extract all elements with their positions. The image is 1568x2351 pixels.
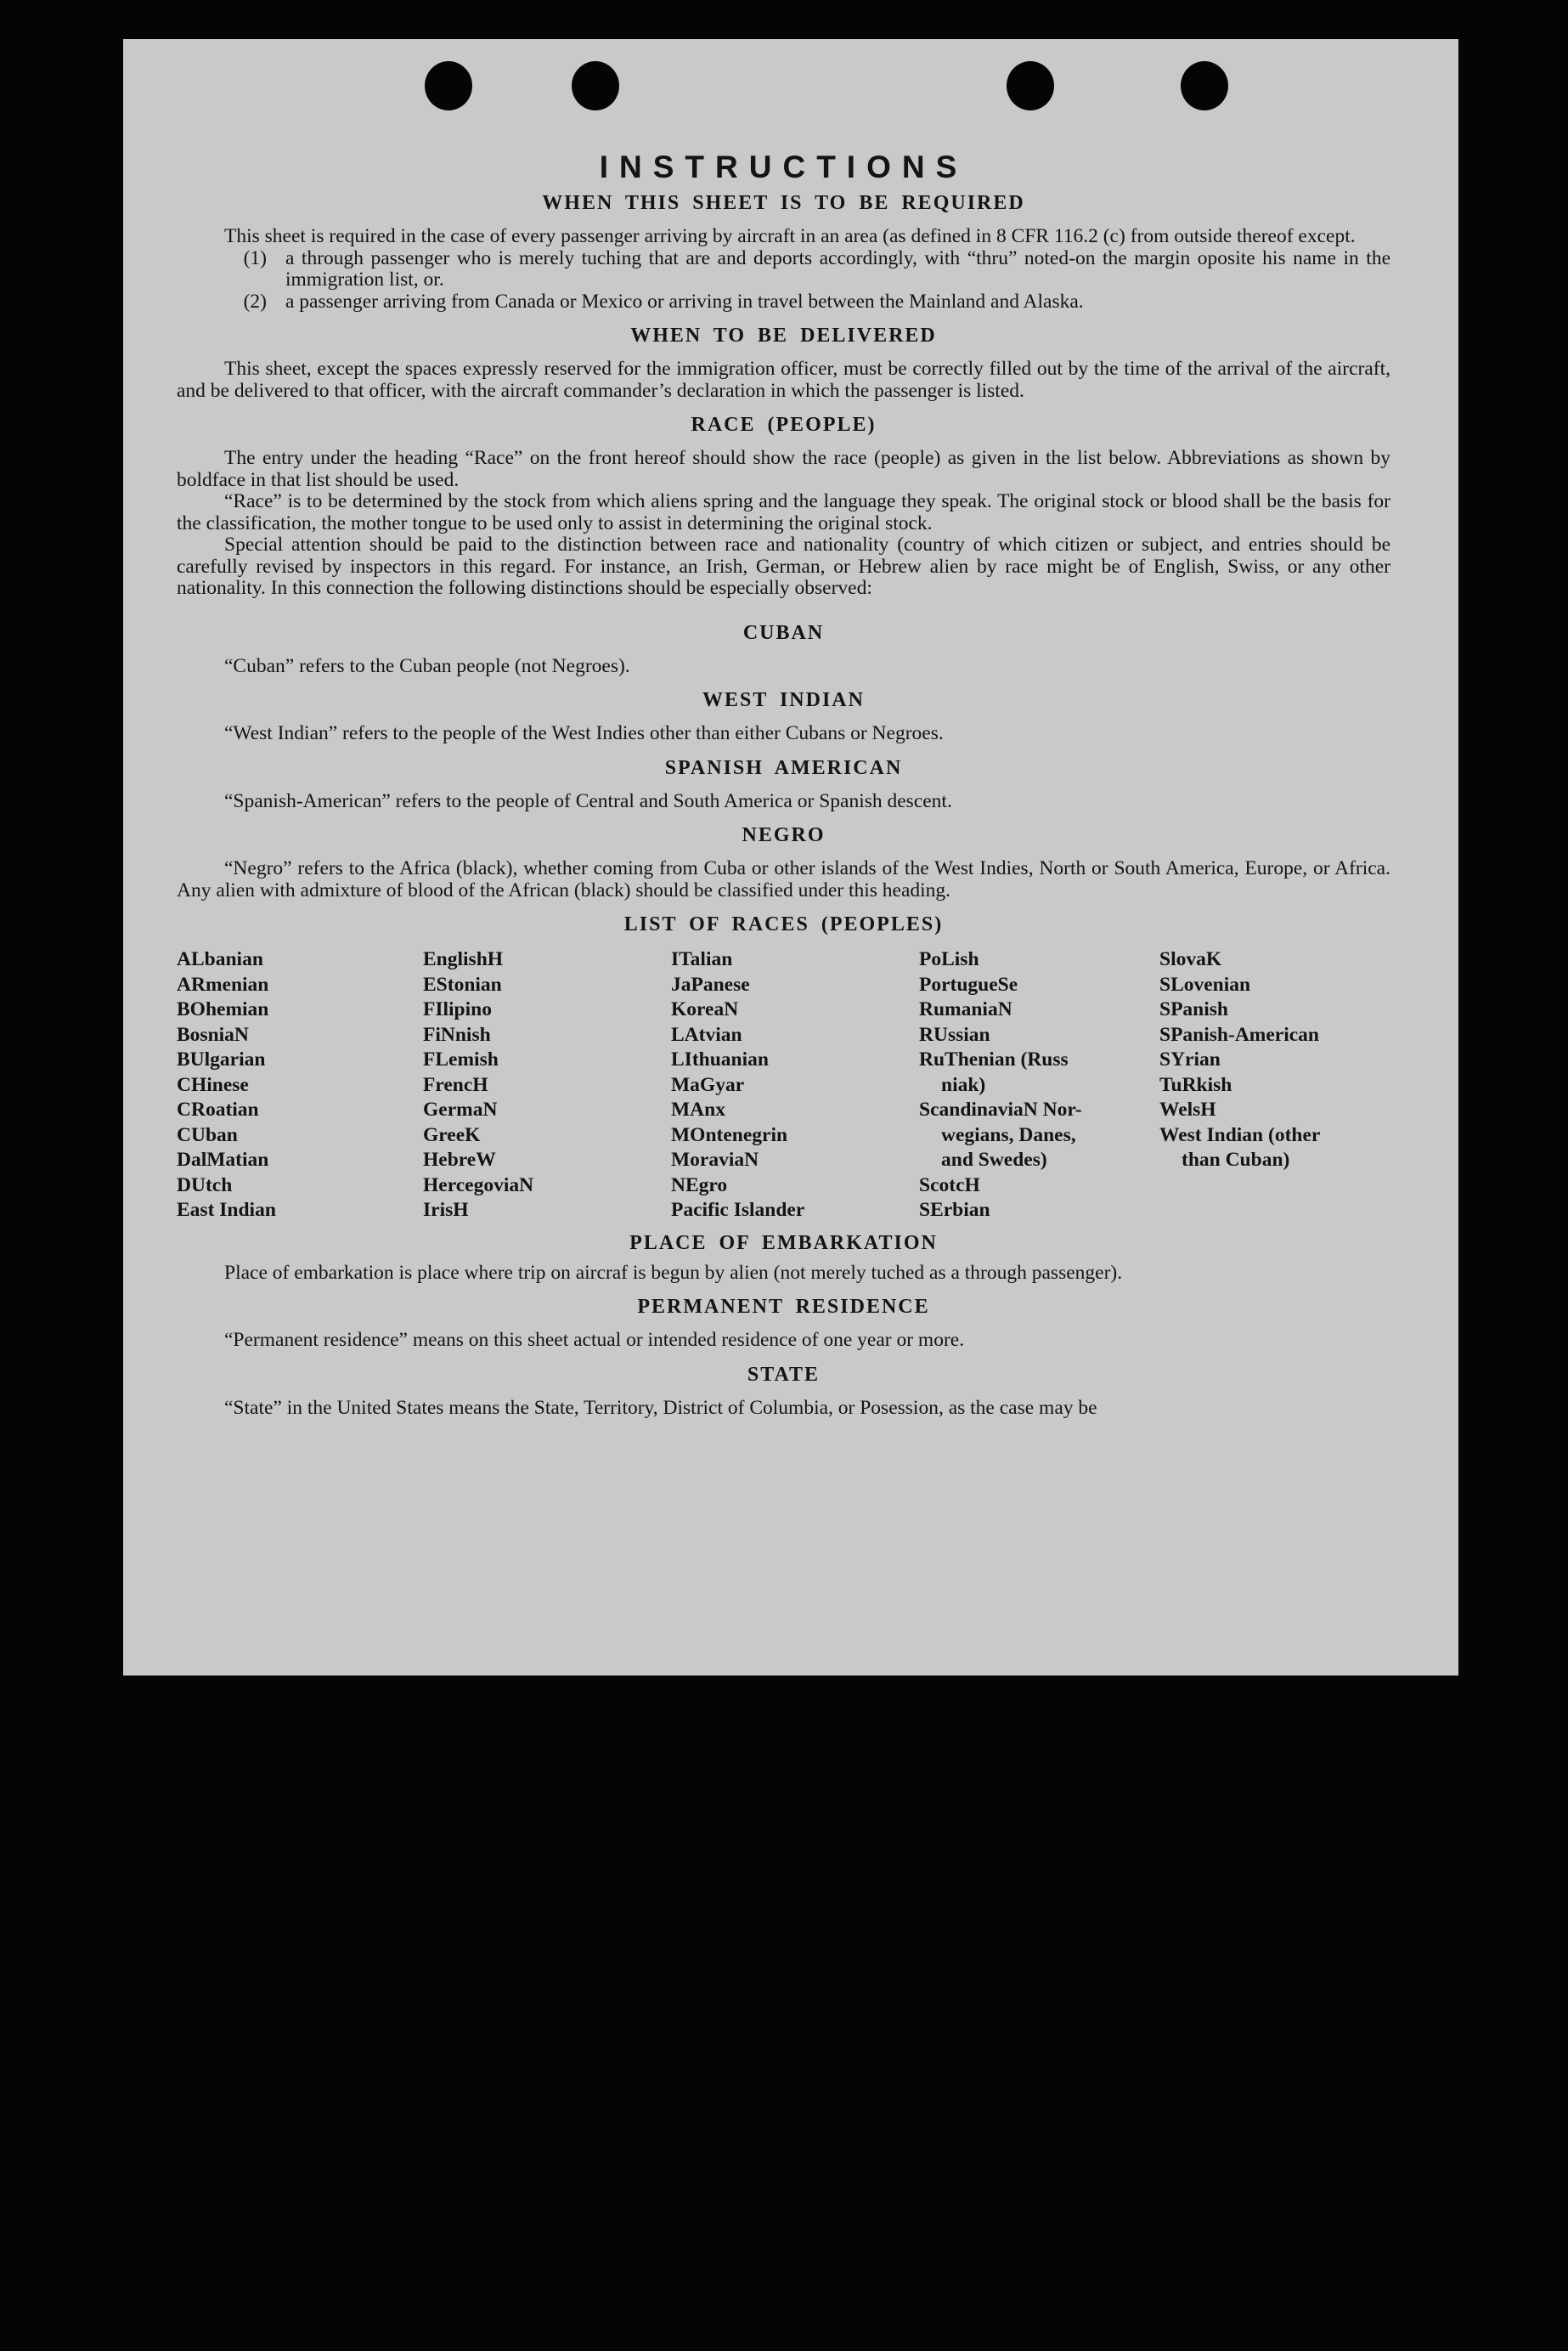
punch-hole (1007, 61, 1054, 110)
punch-hole (1181, 61, 1228, 110)
cuban-text: “Cuban” refers to the Cuban people (not Negroes). (224, 654, 630, 677)
race-entry: MoraviaN (671, 1149, 759, 1171)
race-entry: than Cuban) (1182, 1149, 1290, 1171)
race-entry: and Swedes) (941, 1149, 1047, 1171)
race-entry: MOntenegrin (671, 1123, 788, 1146)
race-entry: HebreW (423, 1149, 496, 1171)
race-entry: CHinese (177, 1073, 249, 1096)
race-entry: NEgro (671, 1173, 728, 1196)
exception-text: a passenger arriving from Canada or Mexico or arriving in travel between the Mainland and Alaska. (285, 290, 1084, 313)
heading-state: STATE (747, 1363, 821, 1386)
race-entry: RumaniaN (919, 998, 1012, 1020)
race-entry: EnglishH (423, 948, 504, 970)
race-entry: ITalian (671, 948, 733, 970)
race-entry: EStonian (423, 973, 502, 996)
race-entry: SLovenian (1159, 973, 1251, 996)
race-entry: CRoatian (177, 1099, 259, 1121)
race-entry: JaPanese (671, 973, 750, 996)
race-entry: ARmenian (177, 973, 269, 996)
race-entry: LIthuanian (671, 1048, 769, 1071)
punch-hole (572, 61, 619, 110)
heading-embarkation: PLACE OF EMBARKATION (629, 1231, 938, 1254)
race-entry: niak) (941, 1073, 986, 1096)
embarkation-text: Place of embarkation is place where trip on aircraf is begun by alien (not merely tuched as a through passenger). (224, 1261, 1123, 1284)
race-entry: East Indian (177, 1199, 276, 1221)
races-column (177, 947, 423, 1224)
heading-negro: NEGRO (742, 824, 826, 846)
race-entry: ScandinaviaN Nor- (919, 1099, 1082, 1121)
race-entry: FIlipino (423, 998, 492, 1020)
races-column (919, 947, 1159, 1224)
heading-when-required: WHEN THIS SHEET IS TO BE REQUIRED (542, 192, 1025, 214)
race-entry: SErbian (919, 1199, 990, 1221)
heading-west-indian: WEST INDIAN (702, 689, 865, 711)
race-entry: ScotcH (919, 1173, 980, 1196)
race-entry: PoLish (919, 948, 979, 970)
heading-list-of-races: LIST OF RACES (PEOPLES) (623, 913, 944, 935)
race-paragraph: The entry under the heading “Race” on the front hereof should show the race (people) as given in the list below. Abbreviations as shown by boldface in that list should be used. (177, 447, 1390, 491)
spanish-american-text: “Spanish-American” refers to the people of Central and South America or Spanish descent. (224, 789, 952, 812)
exception-number: (1) (243, 246, 267, 269)
race-entry: SPanish (1159, 998, 1228, 1020)
instruction-sheet (123, 39, 1458, 1676)
exception-item (177, 291, 1390, 314)
race-entry: CUban (177, 1123, 238, 1146)
race-entry: RuThenian (Russ (919, 1048, 1069, 1071)
race-entry: IrisH (423, 1199, 469, 1221)
race-paragraph: Special attention should be paid to the distinction between race and nationality (country of which citizen or subject, and entries should be carefully revised by inspectors in this regard. For instance, an Irish, German, or Hebrew alien by race might be of English, Swiss, or any other nationality. In this connection the following distinctions should be especially observed: (177, 534, 1390, 599)
races-column (423, 947, 671, 1224)
race-entry: DalMatian (177, 1149, 269, 1171)
when-delivered-text: This sheet, except the spaces expressly reserved for the immigration officer, must be correctly filled out by the time of the arrival of the aircraft, and be delivered to that officer, with the aircraft commander’s declaration in which the passenger is listed. (177, 358, 1390, 402)
races-list (177, 947, 1390, 1224)
race-entry: BOhemian (177, 998, 269, 1020)
races-column (1159, 947, 1320, 1224)
race-entry: TuRkish (1159, 1073, 1232, 1096)
exception-text: a through passenger who is merely tuching that are and deports accordingly, with “thru” noted-on the margin oposite his name in the immigration list, or. (285, 246, 1390, 291)
race-entry: LAtvian (671, 1023, 742, 1046)
punch-hole (425, 61, 472, 110)
races-column (671, 947, 919, 1224)
when-required-intro: This sheet is required in the case of every passenger arriving by aircraft in an area (as defined in 8 CFR 116.2 (c) from outside thereof except. (224, 225, 1356, 247)
negro-text: “Negro” refers to the Africa (black), whether coming from Cuba or other islands of the West Indies, North or South America, Europe, or Africa. Any alien with admixture of blood of the African (black) should be classified under this heading. (177, 857, 1390, 901)
race-entry: PortugueSe (919, 973, 1018, 996)
race-entry: FLemish (423, 1048, 499, 1071)
race-entry: MaGyar (671, 1073, 745, 1096)
west-indian-text: “West Indian” refers to the people of the West Indies other than either Cubans or Negroes. (224, 722, 944, 744)
race-entry: HercegoviaN (423, 1173, 534, 1196)
race-entry: Pacific Islander (671, 1199, 805, 1221)
race-entry: WelsH (1159, 1099, 1216, 1121)
race-entry: West Indian (other (1159, 1123, 1321, 1146)
race-entry: GermaN (423, 1099, 498, 1121)
race-entry: KoreaN (671, 998, 739, 1020)
race-entry: wegians, Danes, (941, 1123, 1076, 1146)
race-entry: RUssian (919, 1023, 990, 1046)
heading-when-delivered: WHEN TO BE DELIVERED (630, 325, 937, 347)
heading-race: RACE (PEOPLE) (691, 414, 877, 436)
race-entry: BosniaN (177, 1023, 249, 1046)
race-entry: FrencH (423, 1073, 488, 1096)
race-entry: SYrian (1159, 1048, 1221, 1071)
heading-residence: PERMANENT RESIDENCE (637, 1296, 930, 1318)
heading-spanish-american: SPANISH AMERICAN (664, 756, 903, 779)
race-entry: BUlgarian (177, 1048, 266, 1071)
race-entry: FiNnish (423, 1023, 491, 1046)
race-entry: ALbanian (177, 948, 263, 970)
exception-item (177, 248, 1390, 291)
state-text: “State” in the United States means the State, Territory, District of Columbia, or Posession, as the case may be (224, 1396, 1097, 1419)
race-entry: DUtch (177, 1173, 233, 1196)
heading-cuban: CUBAN (742, 621, 825, 644)
race-entry: MAnx (671, 1099, 725, 1121)
exception-number: (2) (243, 290, 267, 313)
race-entry: SlovaK (1159, 948, 1222, 970)
page-title: INSTRUCTIONS (599, 150, 968, 184)
residence-text: “Permanent residence” means on this sheet actual or intended residence of one year or more. (224, 1329, 965, 1351)
race-entry: SPanish-American (1159, 1023, 1319, 1046)
race-paragraph: “Race” is to be determined by the stock from which aliens spring and the language they speak. The original stock or blood shall be the basis for the classification, the mother tongue to be used only to assist in determining the original stock. (177, 490, 1390, 534)
race-entry: GreeK (423, 1123, 481, 1146)
